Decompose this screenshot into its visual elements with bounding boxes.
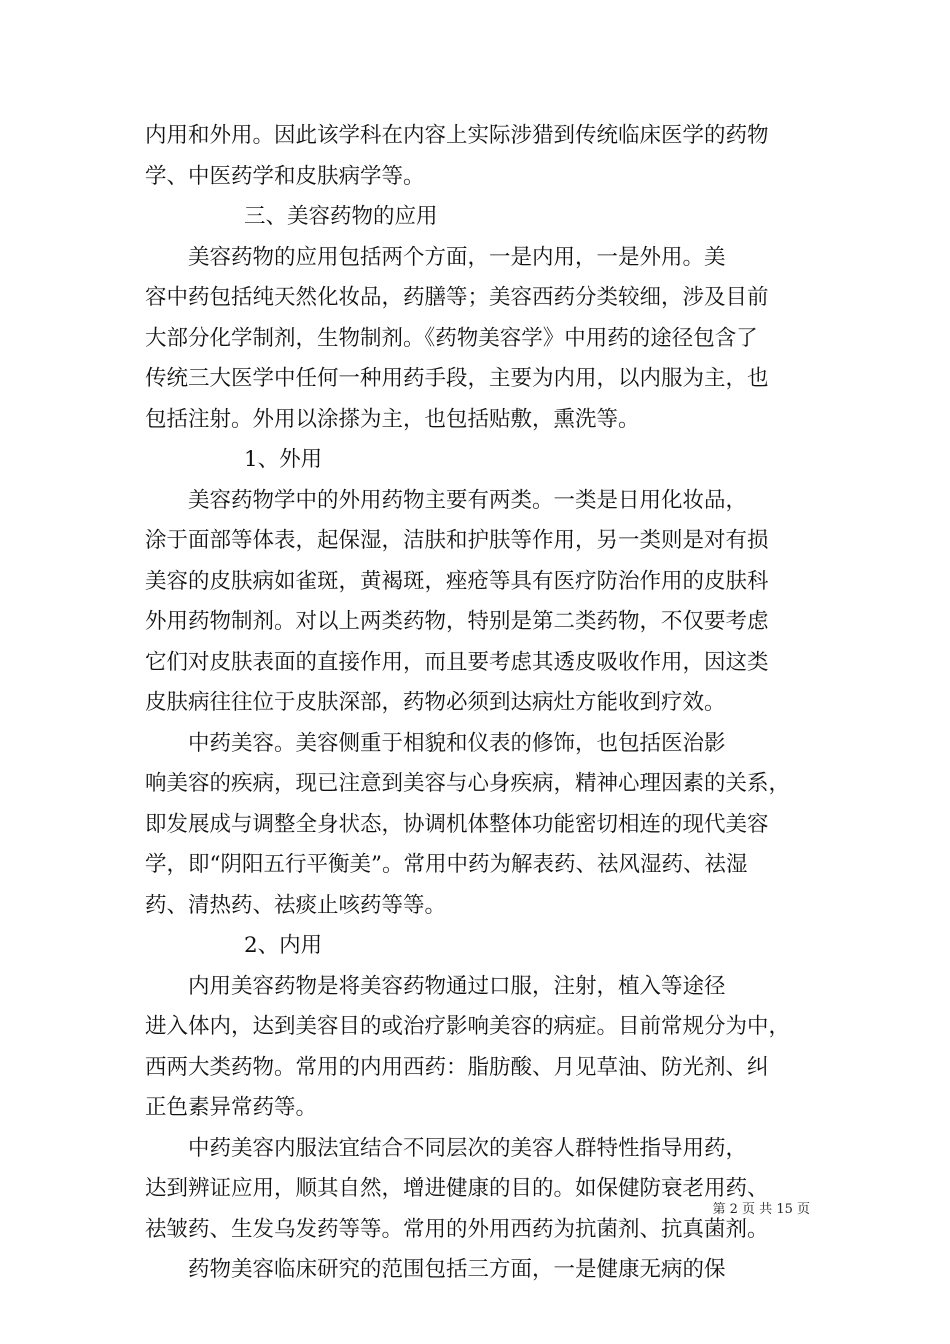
document-body xyxy=(145,116,810,1291)
paragraph-application: 美容药物的应用包括两个方面，一是内用，一是外用。美 容中药包括纯天然化妆品，药膳等；美容西药分类较细，涉及目前 大部分化学制剂，生物制剂。《药物美容学》中用药的途径包含了 传统三大医学中任何一种用药手段，主要为内用，以内服为主，也 包括注射。外用以涂搽为主，也包括贴敷，熏洗等。 xyxy=(145,244,769,432)
subheading-external-use: 1、外用 xyxy=(244,447,323,472)
paragraph-intro-continuation: 内用和外用。因此该学科在内容上实际涉猎到传统临床医学的药物 学、中医药学和皮肤病学等。 xyxy=(145,123,769,189)
page-number: 第 2 页 共 15 页 xyxy=(712,1202,810,1217)
section-heading-application: 三、美容药物的应用 xyxy=(244,204,438,229)
paragraph-external-drugs: 美容药物学中的外用药物主要有两类。一类是日用化妆品， 涂于面部等体表，起保湿，洁肤和护肤等作用，另一类则是对有损 美容的皮肤病如雀斑，黄褐斑，痤疮等具有医疗防治作用的皮肤科 外用药物制剂。对以上两类药物，特别是第二类药物，不仅要考虑 它们对皮肤表面的直接作用，而且要考虑其透皮吸收作用，因这类 皮肤病往往位于皮肤深部，药物必须到达病灶方能收到疗效。 xyxy=(145,487,769,715)
paragraph-tcm-beauty: 中药美容。美容侧重于相貌和仪表的修饰，也包括医治影 响美容的疾病，现已注意到美容与心身疾病，精神心理因素的关系， 即发展成与调整全身状态，协调机体整体功能密切相连的现代美容 学，即“阴阳五行平衡美”。常用中药为解表药、祛风湿药、祛湿 药、清热药、祛痰止咳药等等。 xyxy=(145,730,791,918)
paragraph-internal-drugs: 内用美容药物是将美容药物通过口服，注射，植入等途径 进入体内，达到美容目的或治疗影响美容的病症。目前常规分为中， 西两大类药物。常用的内用西药：脂肪酸、月见草油、防光剂、纠 正色素异常药等。 xyxy=(145,973,791,1120)
paragraph-tcm-oral: 中药美容内服法宜结合不同层次的美容人群特性指导用药， 达到辨证应用，顺其自然，增进健康的目的。如保健防衰老用药、 祛皱药、生发乌发药等等。常用的外用西药为抗菌剂、抗真菌剂。 xyxy=(145,1135,769,1242)
subheading-internal-use: 2、内用 xyxy=(244,933,323,958)
paragraph-clinical-research: 药物美容临床研究的范围包括三方面，一是健康无病的保 xyxy=(188,1257,726,1282)
